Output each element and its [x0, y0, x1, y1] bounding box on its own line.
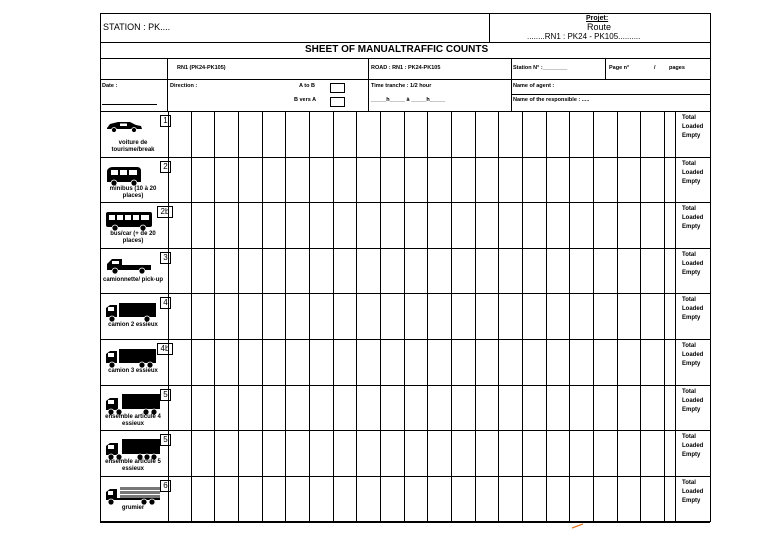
- count-cell[interactable]: [594, 202, 618, 248]
- count-cell[interactable]: [618, 248, 642, 294]
- count-cell[interactable]: [428, 339, 452, 385]
- count-cell[interactable]: [594, 430, 618, 476]
- count-cell[interactable]: [239, 248, 263, 294]
- frame-right: [710, 13, 711, 522]
- total-loaded-empty-label: Empty: [682, 270, 701, 276]
- count-cell[interactable]: [428, 202, 452, 248]
- count-cell[interactable]: [357, 430, 381, 476]
- count-cell[interactable]: [286, 202, 310, 248]
- total-loaded-empty-label: Total: [682, 161, 696, 167]
- count-cell[interactable]: [570, 248, 594, 294]
- count-cell[interactable]: [168, 339, 192, 385]
- vehicle-class-number: 3: [160, 252, 171, 264]
- info-col-3: [511, 58, 512, 111]
- count-cell[interactable]: [310, 339, 334, 385]
- count-cell[interactable]: [263, 202, 287, 248]
- count-cell[interactable]: [499, 293, 523, 339]
- count-cell[interactable]: [310, 157, 334, 203]
- count-cell[interactable]: [618, 339, 642, 385]
- pages-label: pages: [669, 65, 685, 71]
- count-cell[interactable]: [334, 476, 358, 522]
- count-cell[interactable]: [594, 248, 618, 294]
- count-cell[interactable]: [215, 293, 239, 339]
- vehicle-class-label: camion 2 essieux: [108, 322, 158, 328]
- responsible-name-label: Name of the responsible : .....: [513, 97, 590, 103]
- count-cell[interactable]: [618, 430, 642, 476]
- count-cell[interactable]: [286, 111, 310, 157]
- count-cell[interactable]: [405, 293, 429, 339]
- count-cell[interactable]: [334, 385, 358, 431]
- count-cell[interactable]: [523, 385, 547, 431]
- count-cell[interactable]: [405, 157, 429, 203]
- count-cell[interactable]: [263, 476, 287, 522]
- count-cell[interactable]: [168, 385, 192, 431]
- vehicle-class-label: voiture de tourisme/break: [111, 140, 155, 153]
- count-cell[interactable]: [334, 111, 358, 157]
- frame-left: [100, 13, 101, 522]
- count-cell[interactable]: [334, 248, 358, 294]
- direction-label: Direction :: [170, 83, 198, 89]
- count-cell[interactable]: [570, 157, 594, 203]
- total-loaded-empty-label: Total: [682, 206, 696, 212]
- count-cell[interactable]: [523, 476, 547, 522]
- a-to-b-label: A to B: [299, 83, 315, 89]
- count-cell[interactable]: [334, 293, 358, 339]
- count-cell[interactable]: [192, 293, 216, 339]
- total-loaded-empty-label: Empty: [682, 133, 701, 139]
- count-cell[interactable]: [286, 339, 310, 385]
- count-cell[interactable]: [215, 202, 239, 248]
- count-cell[interactable]: [428, 430, 452, 476]
- count-cell[interactable]: [357, 202, 381, 248]
- count-cell[interactable]: [594, 111, 618, 157]
- count-cell[interactable]: [310, 293, 334, 339]
- count-cell[interactable]: [570, 202, 594, 248]
- info-col-1: [167, 58, 168, 111]
- count-cell[interactable]: [547, 202, 571, 248]
- vehicle-class-number: 4b: [157, 343, 173, 355]
- header-divider: [100, 42, 710, 43]
- vehicle-class-number: 4: [160, 297, 171, 309]
- count-cell[interactable]: [239, 111, 263, 157]
- count-cell[interactable]: [334, 202, 358, 248]
- count-cell[interactable]: [641, 157, 665, 203]
- count-cell[interactable]: [263, 248, 287, 294]
- count-cell[interactable]: [286, 248, 310, 294]
- count-cell[interactable]: [523, 430, 547, 476]
- count-cell[interactable]: [357, 157, 381, 203]
- road-left: RN1 (PK24-PK105): [177, 65, 226, 71]
- count-cell[interactable]: [547, 111, 571, 157]
- vehicle-class-label: minibus (10 à 20 places): [109, 186, 157, 199]
- count-cell[interactable]: [239, 476, 263, 522]
- count-cell[interactable]: [452, 385, 476, 431]
- time-range-field[interactable]: _____h_____ à _____h_____: [371, 97, 446, 103]
- total-loaded-empty-label: Empty: [682, 407, 701, 413]
- count-cell[interactable]: [310, 476, 334, 522]
- count-cell[interactable]: [405, 339, 429, 385]
- count-cell[interactable]: [594, 157, 618, 203]
- time-tranche-label: Time tranche : 1/2 hour: [371, 83, 432, 89]
- count-cell[interactable]: [168, 430, 192, 476]
- count-cell[interactable]: [357, 339, 381, 385]
- count-cell[interactable]: [476, 339, 500, 385]
- count-cell[interactable]: [215, 111, 239, 157]
- count-cell[interactable]: [523, 157, 547, 203]
- car-icon: [104, 119, 144, 138]
- count-cell[interactable]: [523, 339, 547, 385]
- count-cell[interactable]: [547, 293, 571, 339]
- count-cell[interactable]: [310, 248, 334, 294]
- vehicle-class-label: camionnette/ pick-up: [102, 277, 163, 283]
- count-cell[interactable]: [310, 430, 334, 476]
- count-cell[interactable]: [215, 385, 239, 431]
- count-cell[interactable]: [334, 430, 358, 476]
- count-cell[interactable]: [523, 293, 547, 339]
- count-cell[interactable]: [381, 248, 405, 294]
- count-cell[interactable]: [310, 111, 334, 157]
- count-cell[interactable]: [357, 248, 381, 294]
- count-cell[interactable]: [618, 385, 642, 431]
- a-to-b-checkbox[interactable]: [330, 83, 345, 93]
- count-cell[interactable]: [547, 157, 571, 203]
- count-cell[interactable]: [239, 385, 263, 431]
- count-cell[interactable]: [594, 476, 618, 522]
- count-cell[interactable]: [523, 111, 547, 157]
- count-cell[interactable]: [192, 385, 216, 431]
- count-cell[interactable]: [499, 157, 523, 203]
- count-cell[interactable]: [476, 430, 500, 476]
- count-cell[interactable]: [499, 111, 523, 157]
- count-cell[interactable]: [263, 339, 287, 385]
- count-cell[interactable]: [618, 476, 642, 522]
- count-cell[interactable]: [215, 248, 239, 294]
- totals-column-divider: [675, 111, 676, 521]
- count-cell[interactable]: [286, 476, 310, 522]
- count-cell[interactable]: [428, 111, 452, 157]
- total-loaded-empty-label: Total: [682, 252, 696, 258]
- count-cell[interactable]: [381, 157, 405, 203]
- count-cell[interactable]: [263, 111, 287, 157]
- count-cell[interactable]: [452, 339, 476, 385]
- count-cell[interactable]: [192, 248, 216, 294]
- count-cell[interactable]: [618, 293, 642, 339]
- b-to-a-label: B vers A: [294, 97, 317, 103]
- count-cell[interactable]: [641, 293, 665, 339]
- station-number[interactable]: Station N° :________: [513, 65, 568, 71]
- count-cell[interactable]: [618, 157, 642, 203]
- count-cell[interactable]: [618, 202, 642, 248]
- count-cell[interactable]: [405, 248, 429, 294]
- total-loaded-empty-label: Total: [682, 480, 696, 486]
- project-label: Projet:: [586, 15, 609, 22]
- count-cell[interactable]: [570, 293, 594, 339]
- count-cell[interactable]: [334, 339, 358, 385]
- road-mid: ROAD : RN1 : PK24-PK105: [371, 65, 441, 71]
- count-cell[interactable]: [192, 476, 216, 522]
- vehicle-class-number: 5: [160, 434, 171, 446]
- frame-top: [100, 13, 710, 14]
- count-cell[interactable]: [192, 157, 216, 203]
- vehicle-class-number: 5: [160, 389, 171, 401]
- count-cell[interactable]: [215, 430, 239, 476]
- count-cell[interactable]: [381, 339, 405, 385]
- count-cell[interactable]: [452, 430, 476, 476]
- count-cell[interactable]: [405, 111, 429, 157]
- total-loaded-empty-label: Total: [682, 115, 696, 121]
- vehicle-class-number: 6: [160, 480, 171, 492]
- count-cell[interactable]: [547, 430, 571, 476]
- count-cell[interactable]: [499, 202, 523, 248]
- count-cell[interactable]: [192, 339, 216, 385]
- total-loaded-empty-label: Loaded: [682, 124, 704, 130]
- count-cell[interactable]: [334, 157, 358, 203]
- count-cell[interactable]: [428, 476, 452, 522]
- info-divider-1: [100, 79, 710, 80]
- count-cell[interactable]: [286, 157, 310, 203]
- count-cell[interactable]: [239, 157, 263, 203]
- vehicle-class-number: 2b: [157, 206, 173, 218]
- count-cell[interactable]: [239, 202, 263, 248]
- count-cell[interactable]: [263, 157, 287, 203]
- count-cell[interactable]: [641, 339, 665, 385]
- total-loaded-empty-label: Total: [682, 389, 696, 395]
- count-cell[interactable]: [594, 293, 618, 339]
- count-cell[interactable]: [263, 293, 287, 339]
- count-cell[interactable]: [452, 476, 476, 522]
- count-cell[interactable]: [428, 157, 452, 203]
- count-cell[interactable]: [357, 385, 381, 431]
- count-cell[interactable]: [641, 476, 665, 522]
- count-cell[interactable]: [405, 202, 429, 248]
- count-cell[interactable]: [381, 476, 405, 522]
- count-cell[interactable]: [381, 202, 405, 248]
- count-cell[interactable]: [428, 248, 452, 294]
- total-loaded-empty-label: Loaded: [682, 489, 704, 495]
- count-cell[interactable]: [499, 476, 523, 522]
- count-cell[interactable]: [641, 385, 665, 431]
- total-loaded-empty-label: Loaded: [682, 215, 704, 221]
- total-loaded-empty-label: Empty: [682, 315, 701, 321]
- count-cell[interactable]: [594, 339, 618, 385]
- count-cell[interactable]: [476, 202, 500, 248]
- count-cell[interactable]: [570, 385, 594, 431]
- count-cell[interactable]: [547, 339, 571, 385]
- total-loaded-empty-label: Loaded: [682, 443, 704, 449]
- count-cell[interactable]: [476, 385, 500, 431]
- count-cell[interactable]: [405, 430, 429, 476]
- page-separator: /: [654, 65, 656, 71]
- count-cell[interactable]: [452, 248, 476, 294]
- count-cell[interactable]: [168, 248, 192, 294]
- vehicle-class-number: 1: [160, 115, 171, 127]
- count-cell[interactable]: [428, 385, 452, 431]
- vehicle-class-label: ensemble articulé 5 essieux: [105, 459, 161, 472]
- count-cell[interactable]: [547, 248, 571, 294]
- count-cell[interactable]: [286, 430, 310, 476]
- total-loaded-empty-label: Empty: [682, 498, 701, 504]
- total-loaded-empty-label: Total: [682, 343, 696, 349]
- count-cell[interactable]: [192, 430, 216, 476]
- count-cell[interactable]: [570, 430, 594, 476]
- info-col-4: [605, 58, 606, 79]
- count-cell[interactable]: [476, 476, 500, 522]
- count-cell[interactable]: [192, 111, 216, 157]
- count-cell[interactable]: [523, 248, 547, 294]
- total-loaded-empty-label: Loaded: [682, 306, 704, 312]
- route-value: ........RN1 : PK24 - PK105..........: [527, 32, 641, 41]
- total-loaded-empty-label: Loaded: [682, 261, 704, 267]
- count-cell[interactable]: [286, 385, 310, 431]
- page-number: Page n°: [609, 65, 630, 71]
- count-cell[interactable]: [168, 202, 192, 248]
- count-cell[interactable]: [263, 430, 287, 476]
- total-loaded-empty-label: Empty: [682, 179, 701, 185]
- count-cell[interactable]: [357, 476, 381, 522]
- date-blank-line[interactable]: [102, 104, 157, 105]
- count-cell[interactable]: [310, 385, 334, 431]
- count-cell[interactable]: [452, 111, 476, 157]
- header-project-divider: [489, 13, 490, 42]
- station-label: STATION : PK....: [103, 22, 171, 32]
- count-cell[interactable]: [381, 293, 405, 339]
- count-cell[interactable]: [476, 111, 500, 157]
- count-cell[interactable]: [499, 430, 523, 476]
- count-cell[interactable]: [570, 111, 594, 157]
- total-loaded-empty-label: Empty: [682, 224, 701, 230]
- count-cell[interactable]: [286, 293, 310, 339]
- total-loaded-empty-label: Empty: [682, 361, 701, 367]
- count-cell[interactable]: [168, 157, 192, 203]
- count-cell[interactable]: [192, 202, 216, 248]
- count-cell[interactable]: [405, 476, 429, 522]
- agent-name-label: Name of agent :: [513, 83, 555, 89]
- count-cell[interactable]: [499, 385, 523, 431]
- count-cell[interactable]: [263, 385, 287, 431]
- date-label: Date :: [102, 83, 118, 89]
- count-cell[interactable]: [641, 248, 665, 294]
- count-cell[interactable]: [239, 293, 263, 339]
- count-cell[interactable]: [168, 293, 192, 339]
- frame-bottom: [100, 522, 710, 523]
- stray-mark-icon: [571, 523, 585, 529]
- count-cell[interactable]: [215, 339, 239, 385]
- count-cell[interactable]: [476, 293, 500, 339]
- count-cell[interactable]: [547, 476, 571, 522]
- count-cell[interactable]: [452, 293, 476, 339]
- total-loaded-empty-label: Loaded: [682, 352, 704, 358]
- count-cell[interactable]: [641, 111, 665, 157]
- title-divider: [100, 58, 710, 59]
- count-cell[interactable]: [215, 476, 239, 522]
- count-cell[interactable]: [618, 111, 642, 157]
- count-cell[interactable]: [641, 430, 665, 476]
- count-cell[interactable]: [405, 385, 429, 431]
- count-cell[interactable]: [547, 385, 571, 431]
- count-cell[interactable]: [641, 202, 665, 248]
- count-cell[interactable]: [476, 157, 500, 203]
- count-cell[interactable]: [381, 111, 405, 157]
- count-cell[interactable]: [239, 339, 263, 385]
- count-cell[interactable]: [310, 202, 334, 248]
- count-cell[interactable]: [476, 248, 500, 294]
- total-loaded-empty-label: Empty: [682, 452, 701, 458]
- total-loaded-empty-label: Loaded: [682, 170, 704, 176]
- info-col-2: [368, 58, 369, 111]
- count-cell[interactable]: [594, 385, 618, 431]
- count-cell[interactable]: [215, 157, 239, 203]
- count-cell[interactable]: [239, 430, 263, 476]
- info-agent-divider: [511, 94, 710, 95]
- sheet-title: SHEET OF MANUALTRAFFIC COUNTS: [305, 44, 489, 55]
- count-cell[interactable]: [168, 111, 192, 157]
- count-cell[interactable]: [381, 385, 405, 431]
- count-cell[interactable]: [357, 111, 381, 157]
- count-cell[interactable]: [452, 157, 476, 203]
- b-to-a-checkbox[interactable]: [330, 97, 345, 107]
- count-cell[interactable]: [452, 202, 476, 248]
- count-cell[interactable]: [523, 202, 547, 248]
- count-cell[interactable]: [499, 339, 523, 385]
- count-cell[interactable]: [381, 430, 405, 476]
- vehicle-class-label: camion 3 essieux: [108, 368, 158, 374]
- vehicle-class-label: ensemble articulé 4 essieux: [105, 414, 161, 427]
- vehicle-class-number: 2: [160, 161, 171, 173]
- count-cell[interactable]: [168, 476, 192, 522]
- route-label: Route: [587, 22, 612, 32]
- count-cell[interactable]: [357, 293, 381, 339]
- count-cell[interactable]: [499, 248, 523, 294]
- vehicle-class-label: bus/car (+ de 20 places): [110, 231, 156, 244]
- vehicle-class-label: grumier: [121, 505, 145, 511]
- count-cell[interactable]: [428, 293, 452, 339]
- count-cell[interactable]: [570, 476, 594, 522]
- count-cell[interactable]: [570, 339, 594, 385]
- total-loaded-empty-label: Total: [682, 297, 696, 303]
- total-loaded-empty-label: Total: [682, 434, 696, 440]
- total-loaded-empty-label: Loaded: [682, 398, 704, 404]
